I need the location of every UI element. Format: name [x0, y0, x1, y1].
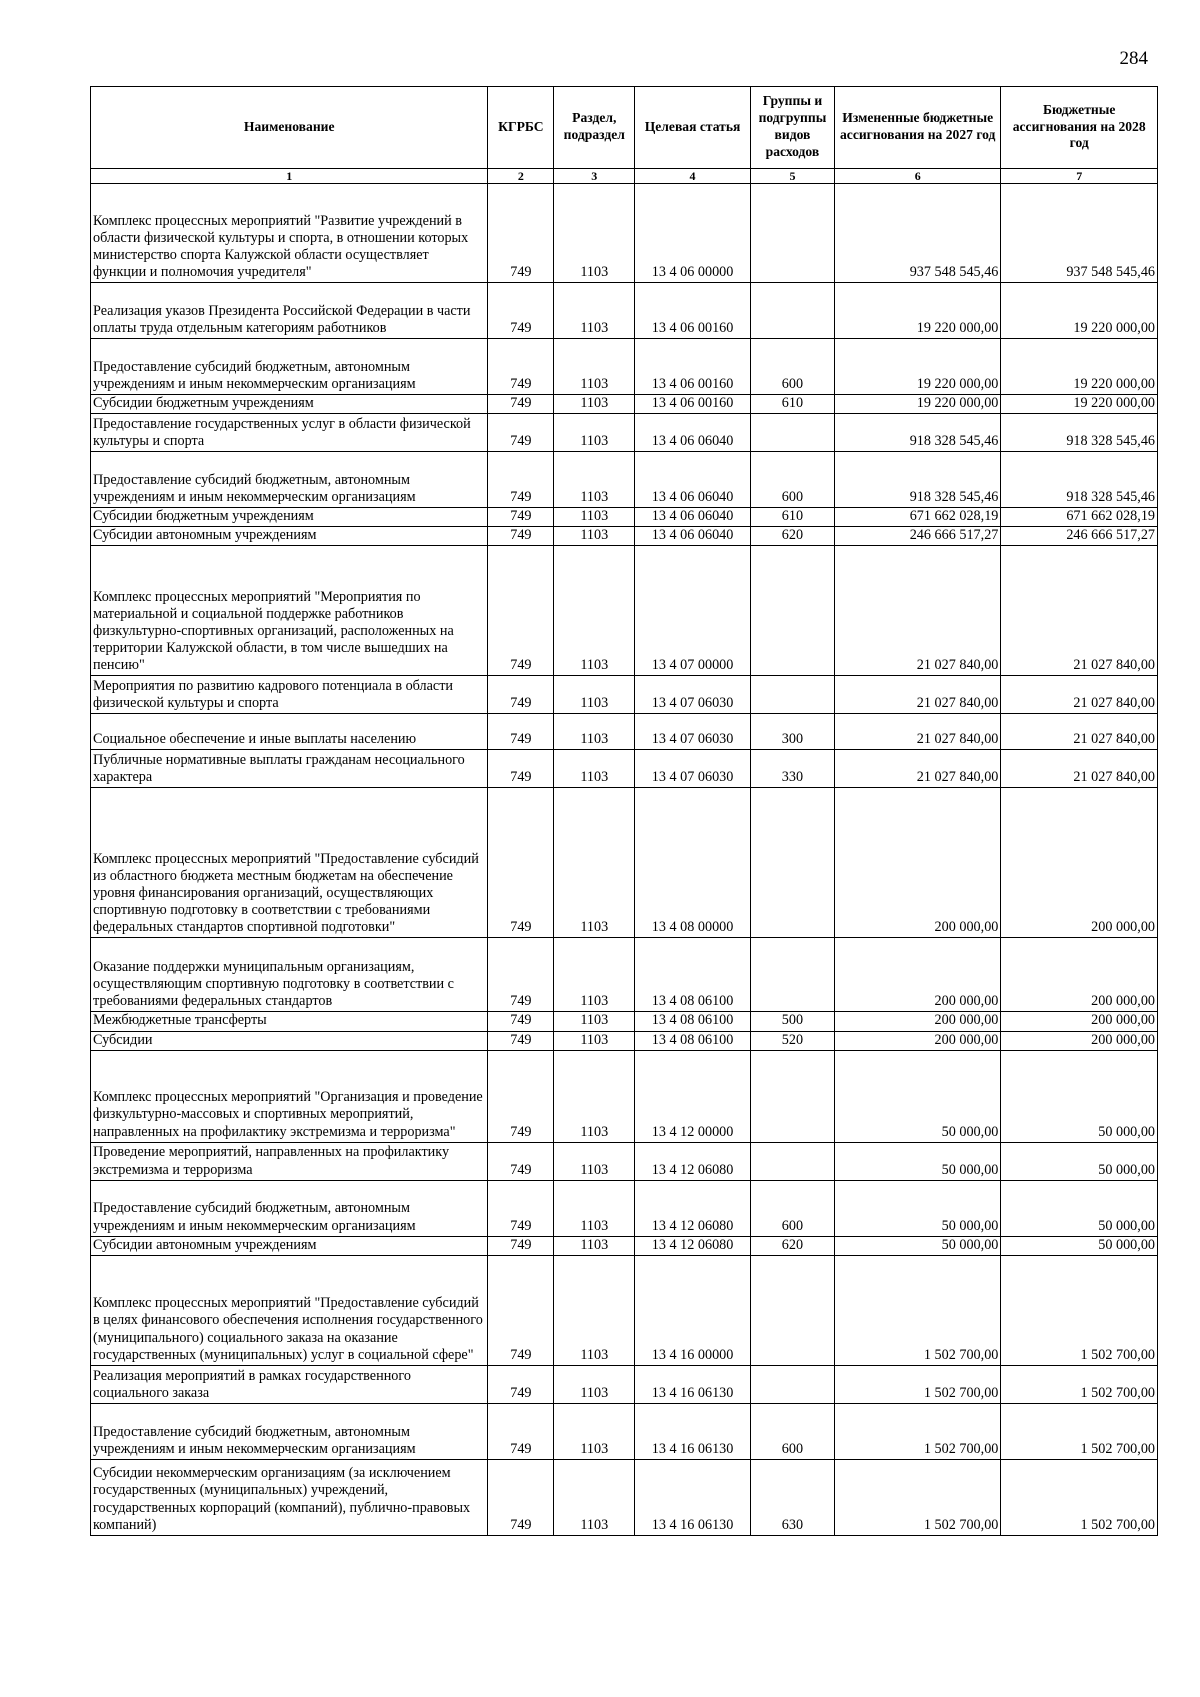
row-2027-cell: 50 000,00 [835, 1236, 1001, 1255]
row-2028-cell: 19 220 000,00 [1001, 395, 1158, 414]
row-2027-cell: 1 502 700,00 [835, 1459, 1001, 1535]
row-razdel-cell: 1103 [554, 676, 635, 714]
row-statya-cell: 13 4 16 00000 [635, 1255, 751, 1365]
row-vid-cell [750, 414, 834, 452]
row-razdel-cell: 1103 [554, 1050, 635, 1142]
column-number: 2 [488, 169, 554, 184]
row-kgrbs-cell: 749 [488, 1255, 554, 1365]
row-razdel-cell: 1103 [554, 1365, 635, 1403]
header-kgrbs: КГРБС [488, 87, 554, 169]
row-statya-cell: 13 4 06 06040 [635, 527, 751, 546]
budget-table [90, 86, 1158, 1536]
row-2028-cell: 21 027 840,00 [1001, 750, 1158, 788]
row-name-cell: Предоставление субсидий бюджетным, автономным учреждениям и иным некоммерческим организациям [91, 452, 488, 508]
row-2027-cell: 246 666 517,27 [835, 527, 1001, 546]
row-name-cell: Предоставление субсидий бюджетным, автономным учреждениям и иным некоммерческим организациям [91, 339, 488, 395]
row-razdel-cell: 1103 [554, 508, 635, 527]
row-2027-cell: 21 027 840,00 [835, 714, 1001, 750]
row-razdel-cell: 1103 [554, 714, 635, 750]
row-2027-cell: 50 000,00 [835, 1142, 1001, 1180]
row-kgrbs-cell: 749 [488, 1403, 554, 1459]
table-row [91, 546, 1158, 676]
row-kgrbs-cell: 749 [488, 452, 554, 508]
table-row [91, 1180, 1158, 1236]
row-2027-cell: 21 027 840,00 [835, 750, 1001, 788]
row-2027-cell: 21 027 840,00 [835, 546, 1001, 676]
row-kgrbs-cell: 749 [488, 938, 554, 1012]
table-body [91, 184, 1158, 1535]
row-kgrbs-cell: 749 [488, 788, 554, 938]
row-statya-cell: 13 4 16 06130 [635, 1403, 751, 1459]
row-name-cell: Субсидии [91, 1031, 488, 1050]
table-row [91, 1050, 1158, 1142]
row-name-cell: Предоставление субсидий бюджетным, автономным учреждениям и иным некоммерческим организациям [91, 1403, 488, 1459]
row-statya-cell: 13 4 08 06100 [635, 1012, 751, 1031]
row-2028-cell: 50 000,00 [1001, 1142, 1158, 1180]
header-2028: Бюджетные ассигнования на 2028 год [1001, 87, 1158, 169]
row-razdel-cell: 1103 [554, 1255, 635, 1365]
row-2028-cell: 1 502 700,00 [1001, 1365, 1158, 1403]
row-2028-cell: 200 000,00 [1001, 788, 1158, 938]
row-razdel-cell: 1103 [554, 184, 635, 283]
row-kgrbs-cell: 749 [488, 1459, 554, 1535]
row-name-cell: Реализация мероприятий в рамках государственного социального заказа [91, 1365, 488, 1403]
row-2028-cell: 21 027 840,00 [1001, 546, 1158, 676]
row-kgrbs-cell: 749 [488, 395, 554, 414]
row-2028-cell: 50 000,00 [1001, 1236, 1158, 1255]
row-2028-cell: 671 662 028,19 [1001, 508, 1158, 527]
row-statya-cell: 13 4 12 06080 [635, 1236, 751, 1255]
row-name-cell: Мероприятия по развитию кадрового потенциала в области физической культуры и спорта [91, 676, 488, 714]
header-vid: Группы и подгруппы видов расходов [750, 87, 834, 169]
row-vid-cell [750, 283, 834, 339]
row-statya-cell: 13 4 06 06040 [635, 414, 751, 452]
row-2027-cell: 1 502 700,00 [835, 1255, 1001, 1365]
row-2027-cell: 50 000,00 [835, 1180, 1001, 1236]
row-statya-cell: 13 4 06 00160 [635, 283, 751, 339]
table-row [91, 184, 1158, 283]
row-razdel-cell: 1103 [554, 1012, 635, 1031]
row-2027-cell: 1 502 700,00 [835, 1365, 1001, 1403]
header-row [91, 87, 1158, 169]
row-razdel-cell: 1103 [554, 1459, 635, 1535]
row-statya-cell: 13 4 12 06080 [635, 1180, 751, 1236]
table-row [91, 1459, 1158, 1535]
table-row [91, 339, 1158, 395]
row-name-cell: Субсидии автономным учреждениям [91, 1236, 488, 1255]
table-row [91, 938, 1158, 1012]
row-vid-cell [750, 1050, 834, 1142]
row-vid-cell [750, 676, 834, 714]
row-kgrbs-cell: 749 [488, 1031, 554, 1050]
row-kgrbs-cell: 749 [488, 283, 554, 339]
row-statya-cell: 13 4 16 06130 [635, 1365, 751, 1403]
row-2027-cell: 937 548 545,46 [835, 184, 1001, 283]
row-kgrbs-cell: 749 [488, 339, 554, 395]
column-number: 6 [835, 169, 1001, 184]
row-statya-cell: 13 4 08 06100 [635, 938, 751, 1012]
row-vid-cell [750, 1365, 834, 1403]
row-vid-cell: 330 [750, 750, 834, 788]
row-2027-cell: 918 328 545,46 [835, 414, 1001, 452]
row-razdel-cell: 1103 [554, 452, 635, 508]
row-razdel-cell: 1103 [554, 1180, 635, 1236]
row-2028-cell: 918 328 545,46 [1001, 414, 1158, 452]
row-vid-cell: 620 [750, 1236, 834, 1255]
row-2028-cell: 19 220 000,00 [1001, 283, 1158, 339]
row-vid-cell: 610 [750, 508, 834, 527]
row-vid-cell: 300 [750, 714, 834, 750]
header-2027: Измененные бюджетные ассигнования на 2027 год [835, 87, 1001, 169]
table-row [91, 1012, 1158, 1031]
row-name-cell: Предоставление государственных услуг в области физической культуры и спорта [91, 414, 488, 452]
row-name-cell: Субсидии бюджетным учреждениям [91, 395, 488, 414]
row-kgrbs-cell: 749 [488, 676, 554, 714]
table-row [91, 1142, 1158, 1180]
table-row [91, 1403, 1158, 1459]
row-vid-cell: 600 [750, 1403, 834, 1459]
table-row [91, 714, 1158, 750]
table-row [91, 1255, 1158, 1365]
row-2027-cell: 50 000,00 [835, 1050, 1001, 1142]
row-name-cell: Социальное обеспечение и иные выплаты населению [91, 714, 488, 750]
row-statya-cell: 13 4 08 00000 [635, 788, 751, 938]
row-statya-cell: 13 4 06 06040 [635, 508, 751, 527]
row-2027-cell: 200 000,00 [835, 1031, 1001, 1050]
row-vid-cell [750, 1142, 834, 1180]
row-name-cell: Субсидии автономным учреждениям [91, 527, 488, 546]
row-statya-cell: 13 4 07 00000 [635, 546, 751, 676]
row-2027-cell: 200 000,00 [835, 1012, 1001, 1031]
header-name: Наименование [91, 87, 488, 169]
row-vid-cell [750, 546, 834, 676]
row-razdel-cell: 1103 [554, 546, 635, 676]
header-razdel: Раздел, подраздел [554, 87, 635, 169]
row-2027-cell: 19 220 000,00 [835, 339, 1001, 395]
page-number: 284 [1119, 48, 1148, 69]
row-razdel-cell: 1103 [554, 1142, 635, 1180]
row-kgrbs-cell: 749 [488, 1180, 554, 1236]
row-2027-cell: 19 220 000,00 [835, 283, 1001, 339]
row-name-cell: Субсидии бюджетным учреждениям [91, 508, 488, 527]
row-2028-cell: 1 502 700,00 [1001, 1255, 1158, 1365]
table-row [91, 527, 1158, 546]
row-2027-cell: 200 000,00 [835, 788, 1001, 938]
row-razdel-cell: 1103 [554, 339, 635, 395]
column-number-row [91, 169, 1158, 184]
row-2028-cell: 200 000,00 [1001, 938, 1158, 1012]
row-razdel-cell: 1103 [554, 527, 635, 546]
row-2028-cell: 19 220 000,00 [1001, 339, 1158, 395]
row-name-cell: Межбюджетные трансферты [91, 1012, 488, 1031]
row-vid-cell: 600 [750, 452, 834, 508]
row-statya-cell: 13 4 07 06030 [635, 676, 751, 714]
row-vid-cell [750, 938, 834, 1012]
row-razdel-cell: 1103 [554, 283, 635, 339]
row-name-cell: Комплекс процессных мероприятий "Предоставление субсидий в целях финансового обеспечения исполнения государственного (муниципального) социального заказа на оказание государственных (муниципальных) услуг в социальной сфере" [91, 1255, 488, 1365]
row-razdel-cell: 1103 [554, 1403, 635, 1459]
row-kgrbs-cell: 749 [488, 508, 554, 527]
row-vid-cell: 500 [750, 1012, 834, 1031]
row-2028-cell: 1 502 700,00 [1001, 1403, 1158, 1459]
column-number: 3 [554, 169, 635, 184]
row-vid-cell [750, 788, 834, 938]
row-kgrbs-cell: 749 [488, 1050, 554, 1142]
table-row [91, 788, 1158, 938]
header-statya: Целевая статья [635, 87, 751, 169]
row-name-cell: Публичные нормативные выплаты гражданам несоциального характера [91, 750, 488, 788]
row-statya-cell: 13 4 06 06040 [635, 452, 751, 508]
row-statya-cell: 13 4 16 06130 [635, 1459, 751, 1535]
row-razdel-cell: 1103 [554, 788, 635, 938]
row-statya-cell: 13 4 12 06080 [635, 1142, 751, 1180]
table-row [91, 676, 1158, 714]
row-statya-cell: 13 4 06 00000 [635, 184, 751, 283]
column-number: 7 [1001, 169, 1158, 184]
table-row [91, 283, 1158, 339]
row-vid-cell [750, 1255, 834, 1365]
row-kgrbs-cell: 749 [488, 1142, 554, 1180]
row-name-cell: Реализация указов Президента Российской Федерации в части оплаты труда отдельным категориям работников [91, 283, 488, 339]
row-2027-cell: 200 000,00 [835, 938, 1001, 1012]
row-name-cell: Предоставление субсидий бюджетным, автономным учреждениям и иным некоммерческим организациям [91, 1180, 488, 1236]
row-2027-cell: 1 502 700,00 [835, 1403, 1001, 1459]
row-name-cell: Комплекс процессных мероприятий "Организация и проведение физкультурно-массовых и спортивных мероприятий, направленных на профилактику экстремизма и терроризма" [91, 1050, 488, 1142]
row-2027-cell: 19 220 000,00 [835, 395, 1001, 414]
row-2028-cell: 246 666 517,27 [1001, 527, 1158, 546]
row-name-cell: Комплекс процессных мероприятий "Предоставление субсидий из областного бюджета местным бюджетам на обеспечение уровня финансирования организаций, осуществляющих спортивную подготовку в соответствии с требованиями федеральных стандартов спортивной подготовки" [91, 788, 488, 938]
row-vid-cell: 620 [750, 527, 834, 546]
row-vid-cell: 600 [750, 339, 834, 395]
row-name-cell: Проведение мероприятий, направленных на профилактику экстремизма и терроризма [91, 1142, 488, 1180]
table-row [91, 1236, 1158, 1255]
table-row [91, 395, 1158, 414]
row-razdel-cell: 1103 [554, 1236, 635, 1255]
row-2027-cell: 671 662 028,19 [835, 508, 1001, 527]
row-kgrbs-cell: 749 [488, 1012, 554, 1031]
table-row [91, 508, 1158, 527]
row-vid-cell: 630 [750, 1459, 834, 1535]
table-row [91, 452, 1158, 508]
row-kgrbs-cell: 749 [488, 546, 554, 676]
row-kgrbs-cell: 749 [488, 527, 554, 546]
row-statya-cell: 13 4 08 06100 [635, 1031, 751, 1050]
row-kgrbs-cell: 749 [488, 1365, 554, 1403]
row-razdel-cell: 1103 [554, 938, 635, 1012]
row-2028-cell: 200 000,00 [1001, 1031, 1158, 1050]
row-vid-cell: 520 [750, 1031, 834, 1050]
row-2028-cell: 50 000,00 [1001, 1180, 1158, 1236]
row-2028-cell: 21 027 840,00 [1001, 676, 1158, 714]
row-kgrbs-cell: 749 [488, 1236, 554, 1255]
row-2027-cell: 918 328 545,46 [835, 452, 1001, 508]
row-2028-cell: 50 000,00 [1001, 1050, 1158, 1142]
row-razdel-cell: 1103 [554, 414, 635, 452]
row-2028-cell: 937 548 545,46 [1001, 184, 1158, 283]
column-number: 4 [635, 169, 751, 184]
row-2028-cell: 1 502 700,00 [1001, 1459, 1158, 1535]
row-2028-cell: 21 027 840,00 [1001, 714, 1158, 750]
row-name-cell: Оказание поддержки муниципальным организациям, осуществляющим спортивную подготовку в соответствии с требованиями федеральных стандартов [91, 938, 488, 1012]
row-razdel-cell: 1103 [554, 395, 635, 414]
row-kgrbs-cell: 749 [488, 714, 554, 750]
row-vid-cell: 600 [750, 1180, 834, 1236]
column-number: 1 [91, 169, 488, 184]
table-row [91, 1365, 1158, 1403]
table-row [91, 414, 1158, 452]
row-kgrbs-cell: 749 [488, 414, 554, 452]
row-name-cell: Комплекс процессных мероприятий "Мероприятия по материальной и социальной поддержке работников физкультурно-спортивных организаций, расположенных на территории Калужской области, в том числе вышедших на пенсию" [91, 546, 488, 676]
row-2028-cell: 918 328 545,46 [1001, 452, 1158, 508]
row-statya-cell: 13 4 07 06030 [635, 714, 751, 750]
row-vid-cell [750, 184, 834, 283]
row-vid-cell: 610 [750, 395, 834, 414]
row-2027-cell: 21 027 840,00 [835, 676, 1001, 714]
row-statya-cell: 13 4 07 06030 [635, 750, 751, 788]
row-razdel-cell: 1103 [554, 750, 635, 788]
table-row [91, 1031, 1158, 1050]
column-number: 5 [750, 169, 834, 184]
row-kgrbs-cell: 749 [488, 750, 554, 788]
row-name-cell: Комплекс процессных мероприятий "Развитие учреждений в области физической культуры и спорта, в отношении которых министерство спорта Калужской области осуществляет функции и полномочия учредителя" [91, 184, 488, 283]
row-kgrbs-cell: 749 [488, 184, 554, 283]
table-row [91, 750, 1158, 788]
row-2028-cell: 200 000,00 [1001, 1012, 1158, 1031]
row-razdel-cell: 1103 [554, 1031, 635, 1050]
row-name-cell: Субсидии некоммерческим организациям (за исключением государственных (муниципальных) учреждений, государственных корпораций (компаний), публично-правовых компаний) [91, 1459, 488, 1535]
row-statya-cell: 13 4 06 00160 [635, 395, 751, 414]
row-statya-cell: 13 4 06 00160 [635, 339, 751, 395]
row-statya-cell: 13 4 12 00000 [635, 1050, 751, 1142]
